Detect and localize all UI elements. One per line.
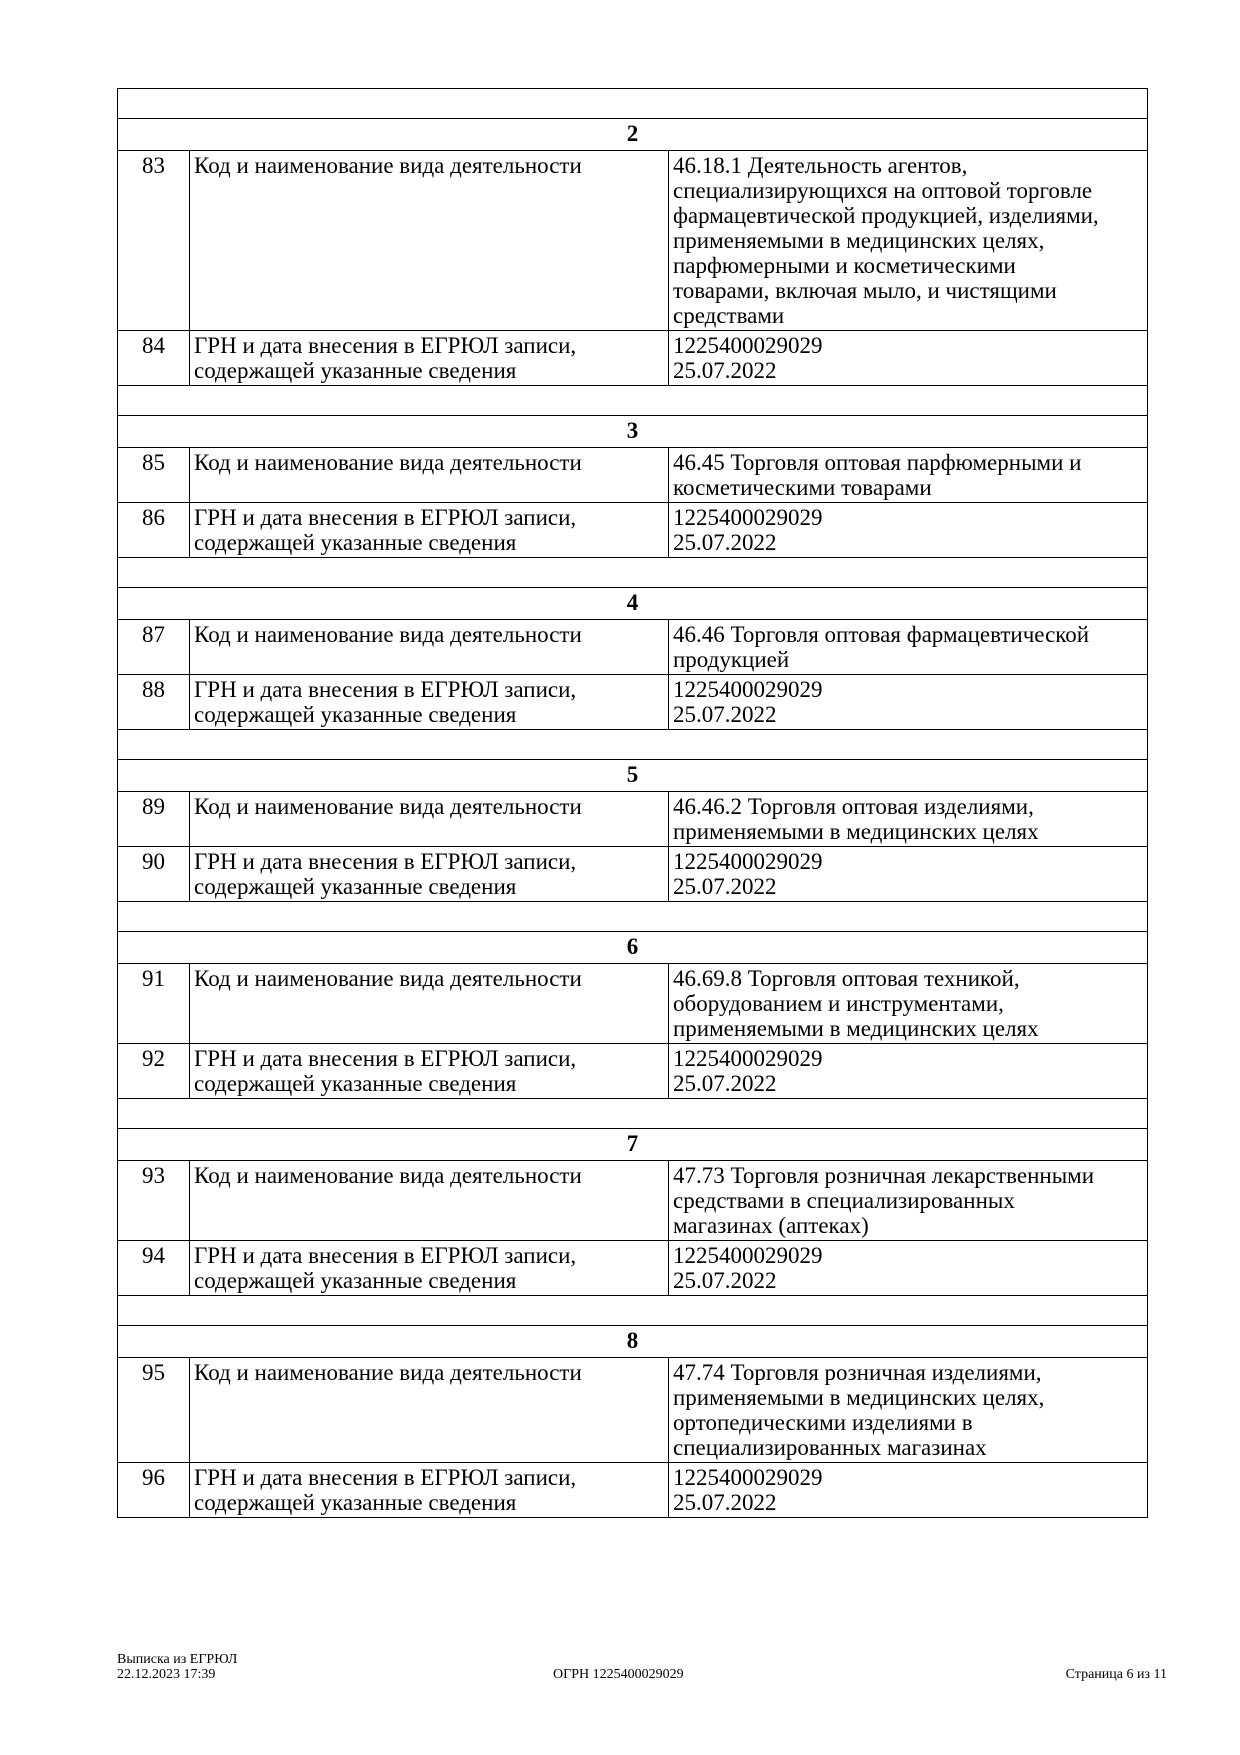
field-name-cell <box>190 964 669 1044</box>
footer-page-number: Страница 6 из 11 <box>1065 1667 1167 1682</box>
field-value-line: фармацевтической продукцией, изделиями, <box>673 203 1099 228</box>
field-value-line: средствами <box>673 303 785 328</box>
field-value-line: магазинах (аптеках) <box>673 1213 869 1238</box>
field-value-cell <box>669 964 1148 1044</box>
field-value-line: 25.07.2022 <box>673 358 777 383</box>
field-value-cell <box>669 448 1148 503</box>
section-header-row <box>118 760 1148 792</box>
table-row <box>118 1161 1148 1241</box>
egrul-activities-table <box>117 88 1148 1518</box>
field-value-cell <box>669 1241 1148 1296</box>
field-name-cell <box>190 1241 669 1296</box>
field-name-line: содержащей указанные сведения <box>194 1268 517 1293</box>
field-value-line: применяемыми в медицинских целях <box>673 819 1039 844</box>
table-row <box>118 847 1148 902</box>
field-name-line: ГРН и дата внесения в ЕГРЮЛ записи, <box>194 1243 577 1268</box>
field-name-cell <box>190 448 669 503</box>
field-value-line: 25.07.2022 <box>673 1268 777 1293</box>
section-header-row <box>118 416 1148 448</box>
field-name-line: Код и наименование вида деятельности <box>194 153 582 178</box>
table-row <box>118 620 1148 675</box>
row-number: 84 <box>118 331 190 386</box>
table-row <box>118 448 1148 503</box>
row-number: 86 <box>118 503 190 558</box>
separator-cell <box>118 89 1148 119</box>
field-name-line: содержащей указанные сведения <box>194 874 517 899</box>
field-value-cell <box>669 847 1148 902</box>
section-header-row <box>118 588 1148 620</box>
field-value-line: 1225400029029 <box>673 849 823 874</box>
field-value-line: применяемыми в медицинских целях, <box>673 228 1045 253</box>
field-value-cell <box>669 792 1148 847</box>
table-row <box>118 792 1148 847</box>
field-value-line: продукцией <box>673 647 790 672</box>
field-name-line: Код и наименование вида деятельности <box>194 1163 582 1188</box>
row-number: 88 <box>118 675 190 730</box>
field-value-line: 25.07.2022 <box>673 874 777 899</box>
field-value-line: 47.74 Торговля розничная изделиями, <box>673 1360 1042 1385</box>
field-name-cell <box>190 675 669 730</box>
field-value-line: средствами в специализированных <box>673 1188 1015 1213</box>
field-name-cell <box>190 792 669 847</box>
field-value-line: 1225400029029 <box>673 1046 823 1071</box>
field-name-line: ГРН и дата внесения в ЕГРЮЛ записи, <box>194 1465 577 1490</box>
separator-cell <box>118 902 1148 932</box>
field-name-cell <box>190 331 669 386</box>
field-name-cell <box>190 1463 669 1518</box>
field-name-cell <box>190 1161 669 1241</box>
section-header-row <box>118 119 1148 151</box>
field-name-line: Код и наименование вида деятельности <box>194 966 582 991</box>
separator-row <box>118 902 1148 932</box>
field-name-line: ГРН и дата внесения в ЕГРЮЛ записи, <box>194 677 577 702</box>
section-header-row <box>118 1326 1148 1358</box>
field-value-cell <box>669 1358 1148 1463</box>
field-value-line: 46.46 Торговля оптовая фармацевтической <box>673 622 1090 647</box>
page-footer <box>117 1652 1167 1692</box>
field-name-line: содержащей указанные сведения <box>194 702 517 727</box>
field-value-line: специализирующихся на оптовой торговле <box>673 178 1093 203</box>
separator-cell <box>118 386 1148 416</box>
field-name-line: Код и наименование вида деятельности <box>194 1360 582 1385</box>
section-number: 2 <box>118 119 1148 151</box>
field-value-line: 1225400029029 <box>673 1243 823 1268</box>
field-name-cell <box>190 1358 669 1463</box>
field-value-line: парфюмерными и косметическими <box>673 253 1016 278</box>
section-header-row <box>118 932 1148 964</box>
row-number: 85 <box>118 448 190 503</box>
field-value-line: 25.07.2022 <box>673 1071 777 1096</box>
field-value-line: применяемыми в медицинских целях <box>673 1016 1039 1041</box>
field-value-line: 1225400029029 <box>673 677 823 702</box>
table-row <box>118 1358 1148 1463</box>
field-value-cell <box>669 1463 1148 1518</box>
field-value-line: применяемыми в медицинских целях, <box>673 1385 1045 1410</box>
separator-cell <box>118 730 1148 760</box>
field-value-cell <box>669 620 1148 675</box>
section-number: 4 <box>118 588 1148 620</box>
table-row <box>118 331 1148 386</box>
footer-ogrn: ОГРН 1225400029029 <box>553 1667 684 1682</box>
field-name-line: Код и наименование вида деятельности <box>194 622 582 647</box>
separator-cell <box>118 1099 1148 1129</box>
field-name-line: Код и наименование вида деятельности <box>194 794 582 819</box>
section-number: 7 <box>118 1129 1148 1161</box>
table-row <box>118 151 1148 331</box>
field-value-cell <box>669 503 1148 558</box>
field-value-line: специализированных магазинах <box>673 1435 987 1460</box>
field-value-line: ортопедическими изделиями в <box>673 1410 973 1435</box>
field-value-line: 25.07.2022 <box>673 702 777 727</box>
row-number: 89 <box>118 792 190 847</box>
separator-row <box>118 1099 1148 1129</box>
separator-row <box>118 1296 1148 1326</box>
footer-doc-title: Выписка из ЕГРЮЛ <box>117 1652 238 1667</box>
row-number: 93 <box>118 1161 190 1241</box>
row-number: 95 <box>118 1358 190 1463</box>
field-value-cell <box>669 675 1148 730</box>
section-number: 6 <box>118 932 1148 964</box>
field-value-line: 46.69.8 Торговля оптовая техникой, <box>673 966 1020 991</box>
row-number: 90 <box>118 847 190 902</box>
field-name-line: содержащей указанные сведения <box>194 358 517 383</box>
footer-datetime: 22.12.2023 17:39 <box>117 1667 216 1682</box>
field-name-cell <box>190 620 669 675</box>
field-value-line: 1225400029029 <box>673 1465 823 1490</box>
field-name-cell <box>190 1044 669 1099</box>
separator-row <box>118 386 1148 416</box>
separator-row <box>118 730 1148 760</box>
section-header-row <box>118 1129 1148 1161</box>
table-row <box>118 1241 1148 1296</box>
table-row <box>118 964 1148 1044</box>
section-number: 8 <box>118 1326 1148 1358</box>
table-row <box>118 675 1148 730</box>
field-name-line: ГРН и дата внесения в ЕГРЮЛ записи, <box>194 1046 577 1071</box>
field-name-cell <box>190 151 669 331</box>
field-name-line: ГРН и дата внесения в ЕГРЮЛ записи, <box>194 505 577 530</box>
field-value-cell <box>669 151 1148 331</box>
separator-cell <box>118 558 1148 588</box>
separator-cell <box>118 1296 1148 1326</box>
row-number: 94 <box>118 1241 190 1296</box>
field-value-line: 47.73 Торговля розничная лекарственными <box>673 1163 1095 1188</box>
field-name-line: ГРН и дата внесения в ЕГРЮЛ записи, <box>194 849 577 874</box>
row-number: 87 <box>118 620 190 675</box>
field-value-line: 46.18.1 Деятельность агентов, <box>673 153 968 178</box>
field-value-line: 46.46.2 Торговля оптовая изделиями, <box>673 794 1034 819</box>
field-name-line: содержащей указанные сведения <box>194 1490 517 1515</box>
section-number: 3 <box>118 416 1148 448</box>
field-value-line: оборудованием и инструментами, <box>673 991 1004 1016</box>
row-number: 96 <box>118 1463 190 1518</box>
field-value-line: 25.07.2022 <box>673 1490 777 1515</box>
field-name-cell <box>190 503 669 558</box>
field-value-line: 1225400029029 <box>673 333 823 358</box>
table-row <box>118 1463 1148 1518</box>
row-number: 91 <box>118 964 190 1044</box>
separator-row <box>118 89 1148 119</box>
section-number: 5 <box>118 760 1148 792</box>
field-name-line: ГРН и дата внесения в ЕГРЮЛ записи, <box>194 333 577 358</box>
field-value-line: 1225400029029 <box>673 505 823 530</box>
field-name-line: Код и наименование вида деятельности <box>194 450 582 475</box>
separator-row <box>118 558 1148 588</box>
field-name-line: содержащей указанные сведения <box>194 1071 517 1096</box>
field-value-cell <box>669 331 1148 386</box>
field-value-line: товарами, включая мыло, и чистящими <box>673 278 1057 303</box>
footer-left <box>117 1652 237 1682</box>
field-value-line: 46.45 Торговля оптовая парфюмерными и <box>673 450 1082 475</box>
field-value-cell <box>669 1044 1148 1099</box>
field-name-cell <box>190 847 669 902</box>
field-value-line: косметическими товарами <box>673 475 932 500</box>
table-row <box>118 503 1148 558</box>
table-row <box>118 1044 1148 1099</box>
row-number: 92 <box>118 1044 190 1099</box>
field-value-cell <box>669 1161 1148 1241</box>
field-name-line: содержащей указанные сведения <box>194 530 517 555</box>
row-number: 83 <box>118 151 190 331</box>
field-value-line: 25.07.2022 <box>673 530 777 555</box>
